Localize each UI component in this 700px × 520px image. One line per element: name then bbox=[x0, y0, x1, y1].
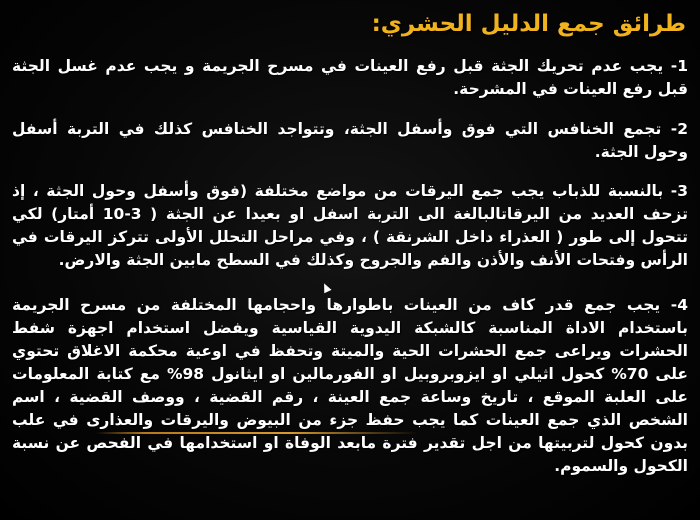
paragraph-2: 2- تجمع الخنافس التي فوق وأسفل الجثة، وتتواجد الخنافس كذلك في التربة أسفل وحول الجثة. bbox=[12, 120, 688, 161]
highlight-underline bbox=[96, 432, 418, 434]
mouse-pointer-icon bbox=[320, 282, 331, 294]
slide-title: طرائق جمع الدليل الحشري: bbox=[371, 11, 686, 37]
paragraph-1: 1- يجب عدم تحريك الجثة قبل رفع العينات في مسرح الجريمة و يجب عدم غسل الجثة قبل رفع العينات في المشرحة. bbox=[12, 57, 688, 98]
paragraph-3: 3- بالنسبة للذباب يجب جمع اليرقات من مواضع مختلفة (فوق وأسفل وحول الجثة ، إذ تزحف العديد من اليرقاتالبالغة الى التربة اسفل او بعيدا عن الجثة ( 3-10 أمتار) لكي تتحول إلى طور ( العذراء داخل الشرنقة ) ، وفي مراحل التحلل الأولى تتركز اليرقات في الرأس وفتحات الأنف والأذن والفم والجروح وكذلك في السطح مابين الجثة والارض. bbox=[12, 182, 688, 269]
paragraph-4: 4- يجب جمع قدر كاف من العينات باطوارها واحجامها المختلفة من مسرح الجريمة باستخدام الاداة المناسبة كالشبكة اليدوية القياسية ويفضل استخدام اجهزة شفط الحشرات ويراعى جمع الحشرات الحية والميتة وتحفظ في اوعية محكمة الاغلاق تحتوي على 70% كحول اثيلي او ايزوبروبيل او الفورمالين او ايثانول 98% مع كتابة المعلومات على العلبة الموقع ، تاريخ وساعة جمع العينة ، رقم القضية ، ووصف القضية ، اسم الشخص الذي جمع العينات كما يجب حفظ جزء من البيوض واليرقات والعذارى في علب بدون كحول لتربيتها من اجل تقدير فترة مابعد الوفاة او استخدامها في الفحص عن نسبة الكحول والسموم. bbox=[12, 296, 688, 475]
